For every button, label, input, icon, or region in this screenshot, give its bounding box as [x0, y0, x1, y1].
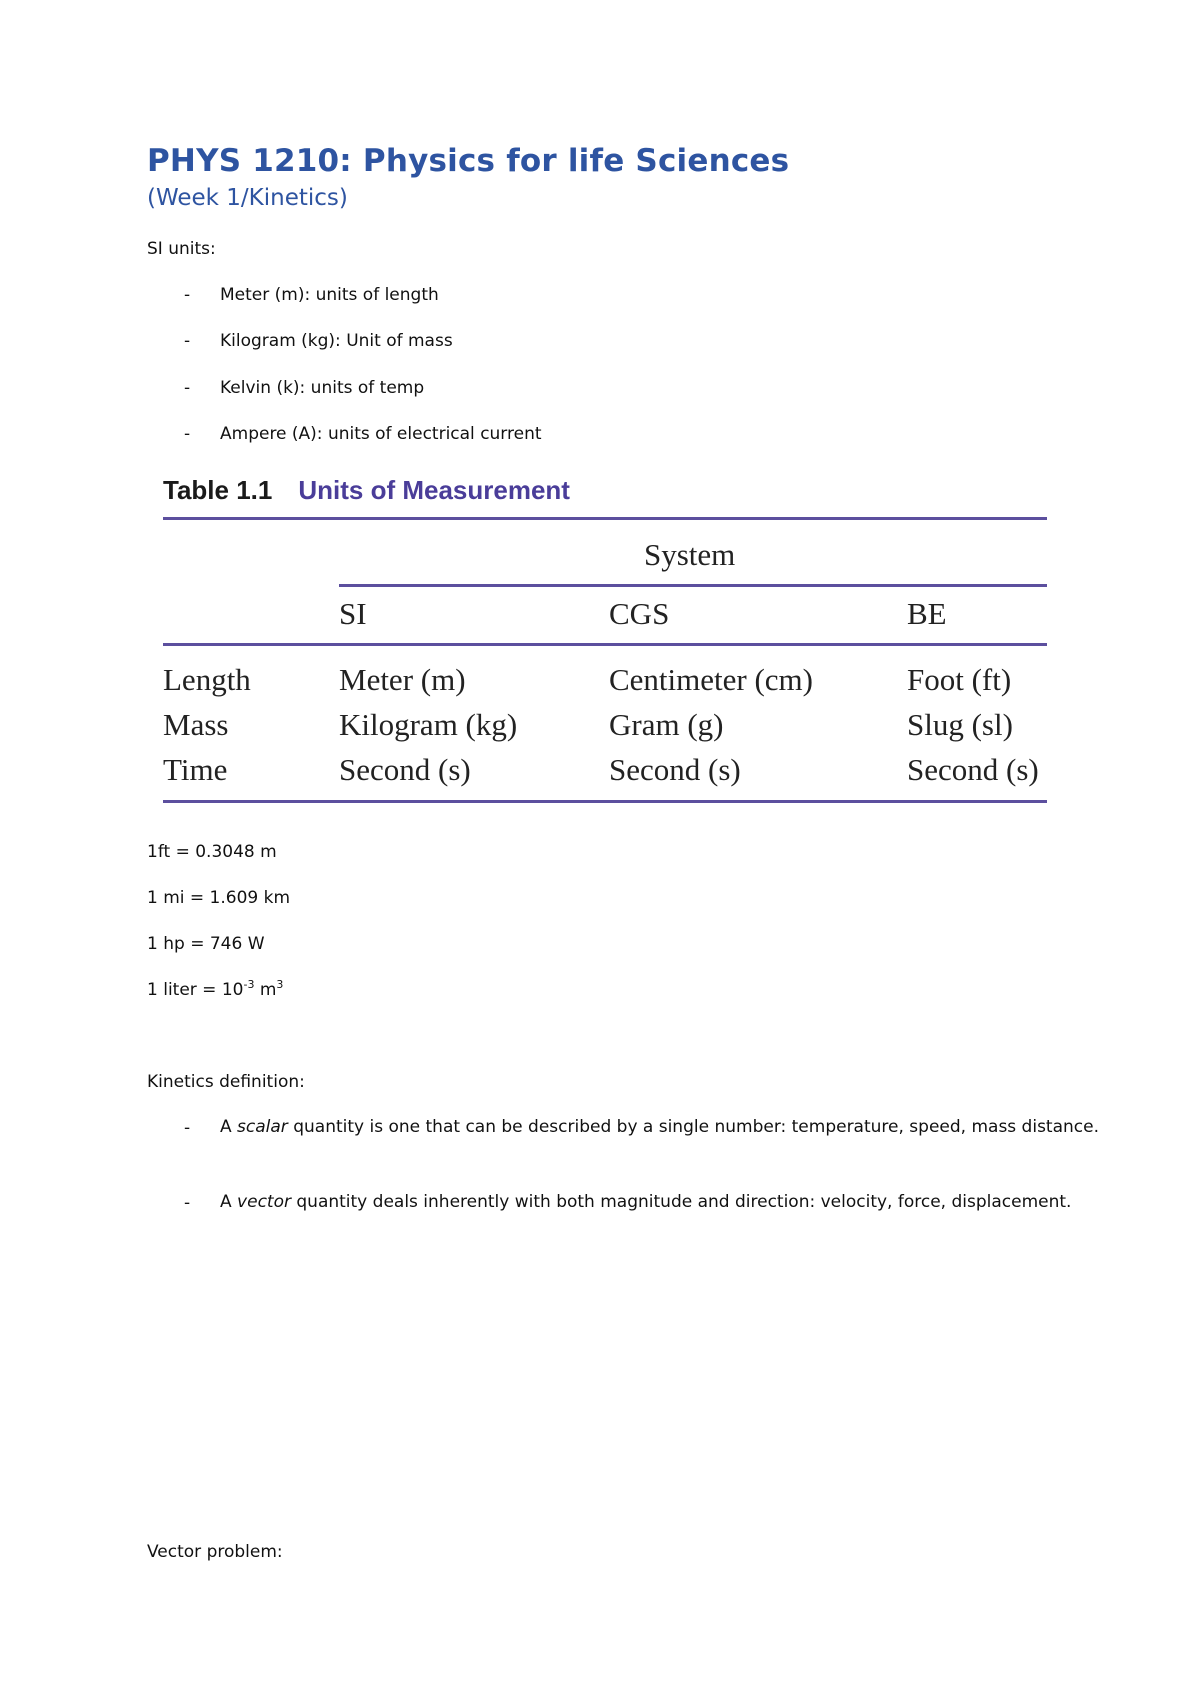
table-cell: Time [163, 752, 228, 787]
vector-term: vector [237, 1192, 291, 1212]
table-top-rule [163, 517, 1047, 520]
scalar-article: A [220, 1117, 238, 1137]
vector-definition [220, 1188, 1100, 1217]
si-unit-item: Kilogram (kg): Unit of mass [220, 331, 453, 351]
conversion-liter-exponent: -3 [243, 978, 255, 991]
conversion-liter [147, 979, 283, 1001]
table-cell: Mass [163, 707, 229, 742]
kinetics-heading: Kinetics definition: [147, 1072, 305, 1092]
scalar-definition [220, 1113, 1100, 1142]
conversion-hp: 1 hp = 746 W [147, 934, 265, 954]
si-units-heading: SI units: [147, 239, 216, 259]
table-caption: Units of Measurement [298, 475, 570, 505]
si-unit-item: Ampere (A): units of electrical current [220, 424, 542, 444]
table-cell: Second (s) [609, 752, 741, 787]
page-subtitle: (Week 1/Kinetics) [147, 185, 348, 211]
bullet-dash: - [184, 285, 191, 305]
table-column-header: SI [339, 596, 367, 631]
bullet-dash: - [184, 424, 191, 444]
table-cell: Gram (g) [609, 707, 724, 742]
scalar-term: scalar [237, 1117, 288, 1137]
table-cell: Centimeter (cm) [609, 662, 813, 697]
table-cell: Foot (ft) [907, 662, 1012, 697]
table-cell: Second (s) [907, 752, 1039, 787]
conversion-mi: 1 mi = 1.609 km [147, 888, 291, 908]
scalar-text: quantity is one that can be described by a single number: temperature, speed, mass distance. [287, 1117, 1099, 1137]
table-cell: Meter (m) [339, 662, 466, 697]
table-column-header: BE [907, 596, 947, 631]
table-column-header: CGS [609, 596, 670, 631]
table-cell: Slug (sl) [907, 707, 1013, 742]
bullet-dash: - [184, 331, 191, 351]
conversion-liter-unit: m [254, 980, 277, 1000]
table-group-rule [339, 584, 1047, 587]
bullet-dash: - [184, 1193, 191, 1213]
table-label: Table 1.1 [163, 475, 273, 505]
table-bottom-rule [163, 800, 1047, 803]
page-title: PHYS 1210: Physics for life Sciences [147, 143, 790, 179]
bullet-dash: - [184, 378, 191, 398]
conversion-liter-unit-exponent: 3 [276, 978, 284, 991]
conversion-ft: 1ft = 0.3048 m [147, 842, 277, 862]
si-unit-item: Kelvin (k): units of temp [220, 378, 425, 398]
table-title [163, 475, 570, 506]
conversion-liter-base: 1 liter = 10 [147, 980, 244, 1000]
table-cell: Second (s) [339, 752, 471, 787]
vector-problem-heading: Vector problem: [147, 1542, 283, 1562]
vector-text: quantity deals inherently with both magnitude and direction: velocity, force, displacement. [290, 1192, 1072, 1212]
table-group-header: System [644, 537, 736, 572]
table-cell: Length [163, 662, 251, 697]
vector-article: A [220, 1192, 238, 1212]
si-unit-item: Meter (m): units of length [220, 285, 439, 305]
table-cell: Kilogram (kg) [339, 707, 518, 742]
table-header-rule [163, 643, 1047, 646]
bullet-dash: - [184, 1118, 191, 1138]
